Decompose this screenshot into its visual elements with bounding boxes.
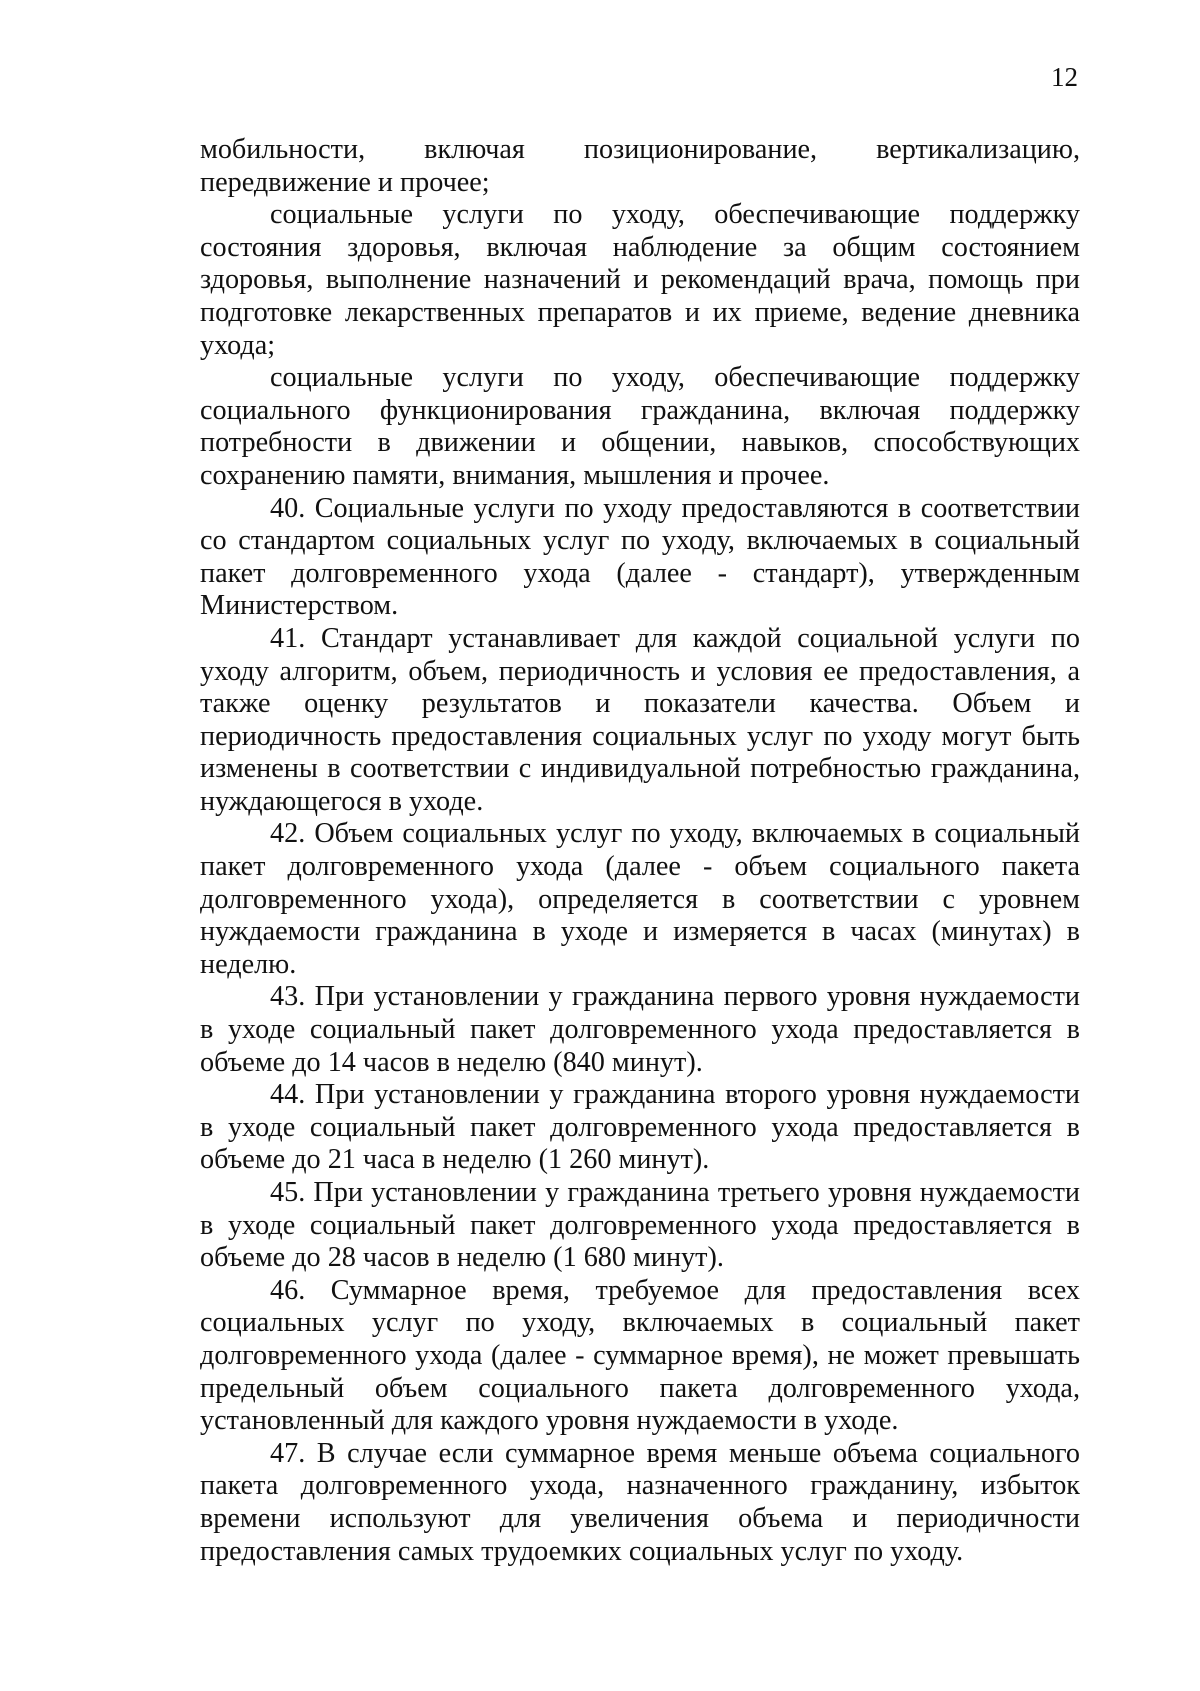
paragraph-41: 41. Стандарт устанавливает для каждой социальной услуги по уходу алгоритм, объем, периодичность и условия ее предоставления, а также оценку результатов и показатели качества. Объем и периодичность предоставления социальных услуг по уходу могут быть изменены в соответствии с индивидуальной потребностью гражданина, нуждающегося в уходе. [200, 622, 1080, 817]
paragraph-health-support: социальные услуги по уходу, обеспечивающие поддержку состояния здоровья, включая наблюдение за общим состоянием здоровья, выполнение назначений и рекомендаций врача, помощь при подготовке лекарственных препаратов и их приеме, ведение дневника ухода; [200, 199, 1080, 361]
paragraph-43: 43. При установлении у гражданина первого уровня нуждаемости в уходе социальный пакет долговременного ухода предоставляется в объеме до 14 часов в неделю (840 минут). [200, 981, 1080, 1078]
paragraph-social-functioning: социальные услуги по уходу, обеспечивающие поддержку социального функционирования гражданина, включая поддержку потребности в движении и общении, навыков, способствующих сохранению памяти, внимания, мышления и прочее. [200, 362, 1080, 491]
paragraph-42: 42. Объем социальных услуг по уходу, включаемых в социальный пакет долговременного ухода (далее - объем социального пакета долговременного ухода), определяется в соответствии с уровнем нуждаемости гражданина в уходе и измеряется в часах (минутах) в неделю. [200, 818, 1080, 980]
document-body [200, 134, 1080, 1568]
paragraph-40: 40. Социальные услуги по уходу предоставляются в соответствии со стандартом социальных услуг по уходу, включаемых в социальный пакет долговременного ухода (далее - стандарт), утвержденным Министерством. [200, 492, 1080, 622]
paragraph-47: 47. В случае если суммарное время меньше объема социального пакета долговременного ухода, назначенного гражданину, избыток времени используют для увеличения объема и периодичности предоставления самых трудоемких социальных услуг по уходу. [200, 1437, 1080, 1567]
page-number: 12 [1051, 62, 1078, 92]
paragraph-45: 45. При установлении у гражданина третьего уровня нуждаемости в уходе социальный пакет долговременного ухода предоставляется в объеме до 28 часов в неделю (1 680 минут). [200, 1177, 1080, 1274]
paragraph-44: 44. При установлении у гражданина второго уровня нуждаемости в уходе социальный пакет долговременного ухода предоставляется в объеме до 21 часа в неделю (1 260 минут). [200, 1079, 1080, 1176]
paragraph-46: 46. Суммарное время, требуемое для предоставления всех социальных услуг по уходу, включаемых в социальный пакет долговременного ухода (далее - суммарное время), не может превышать предельный объем социального пакета долговременного ухода, установленный для каждого уровня нуждаемости в уходе. [200, 1274, 1080, 1437]
paragraph-mobility-continuation: мобильности, включая позиционирование, вертикализацию, передвижение и прочее; [200, 134, 1080, 198]
